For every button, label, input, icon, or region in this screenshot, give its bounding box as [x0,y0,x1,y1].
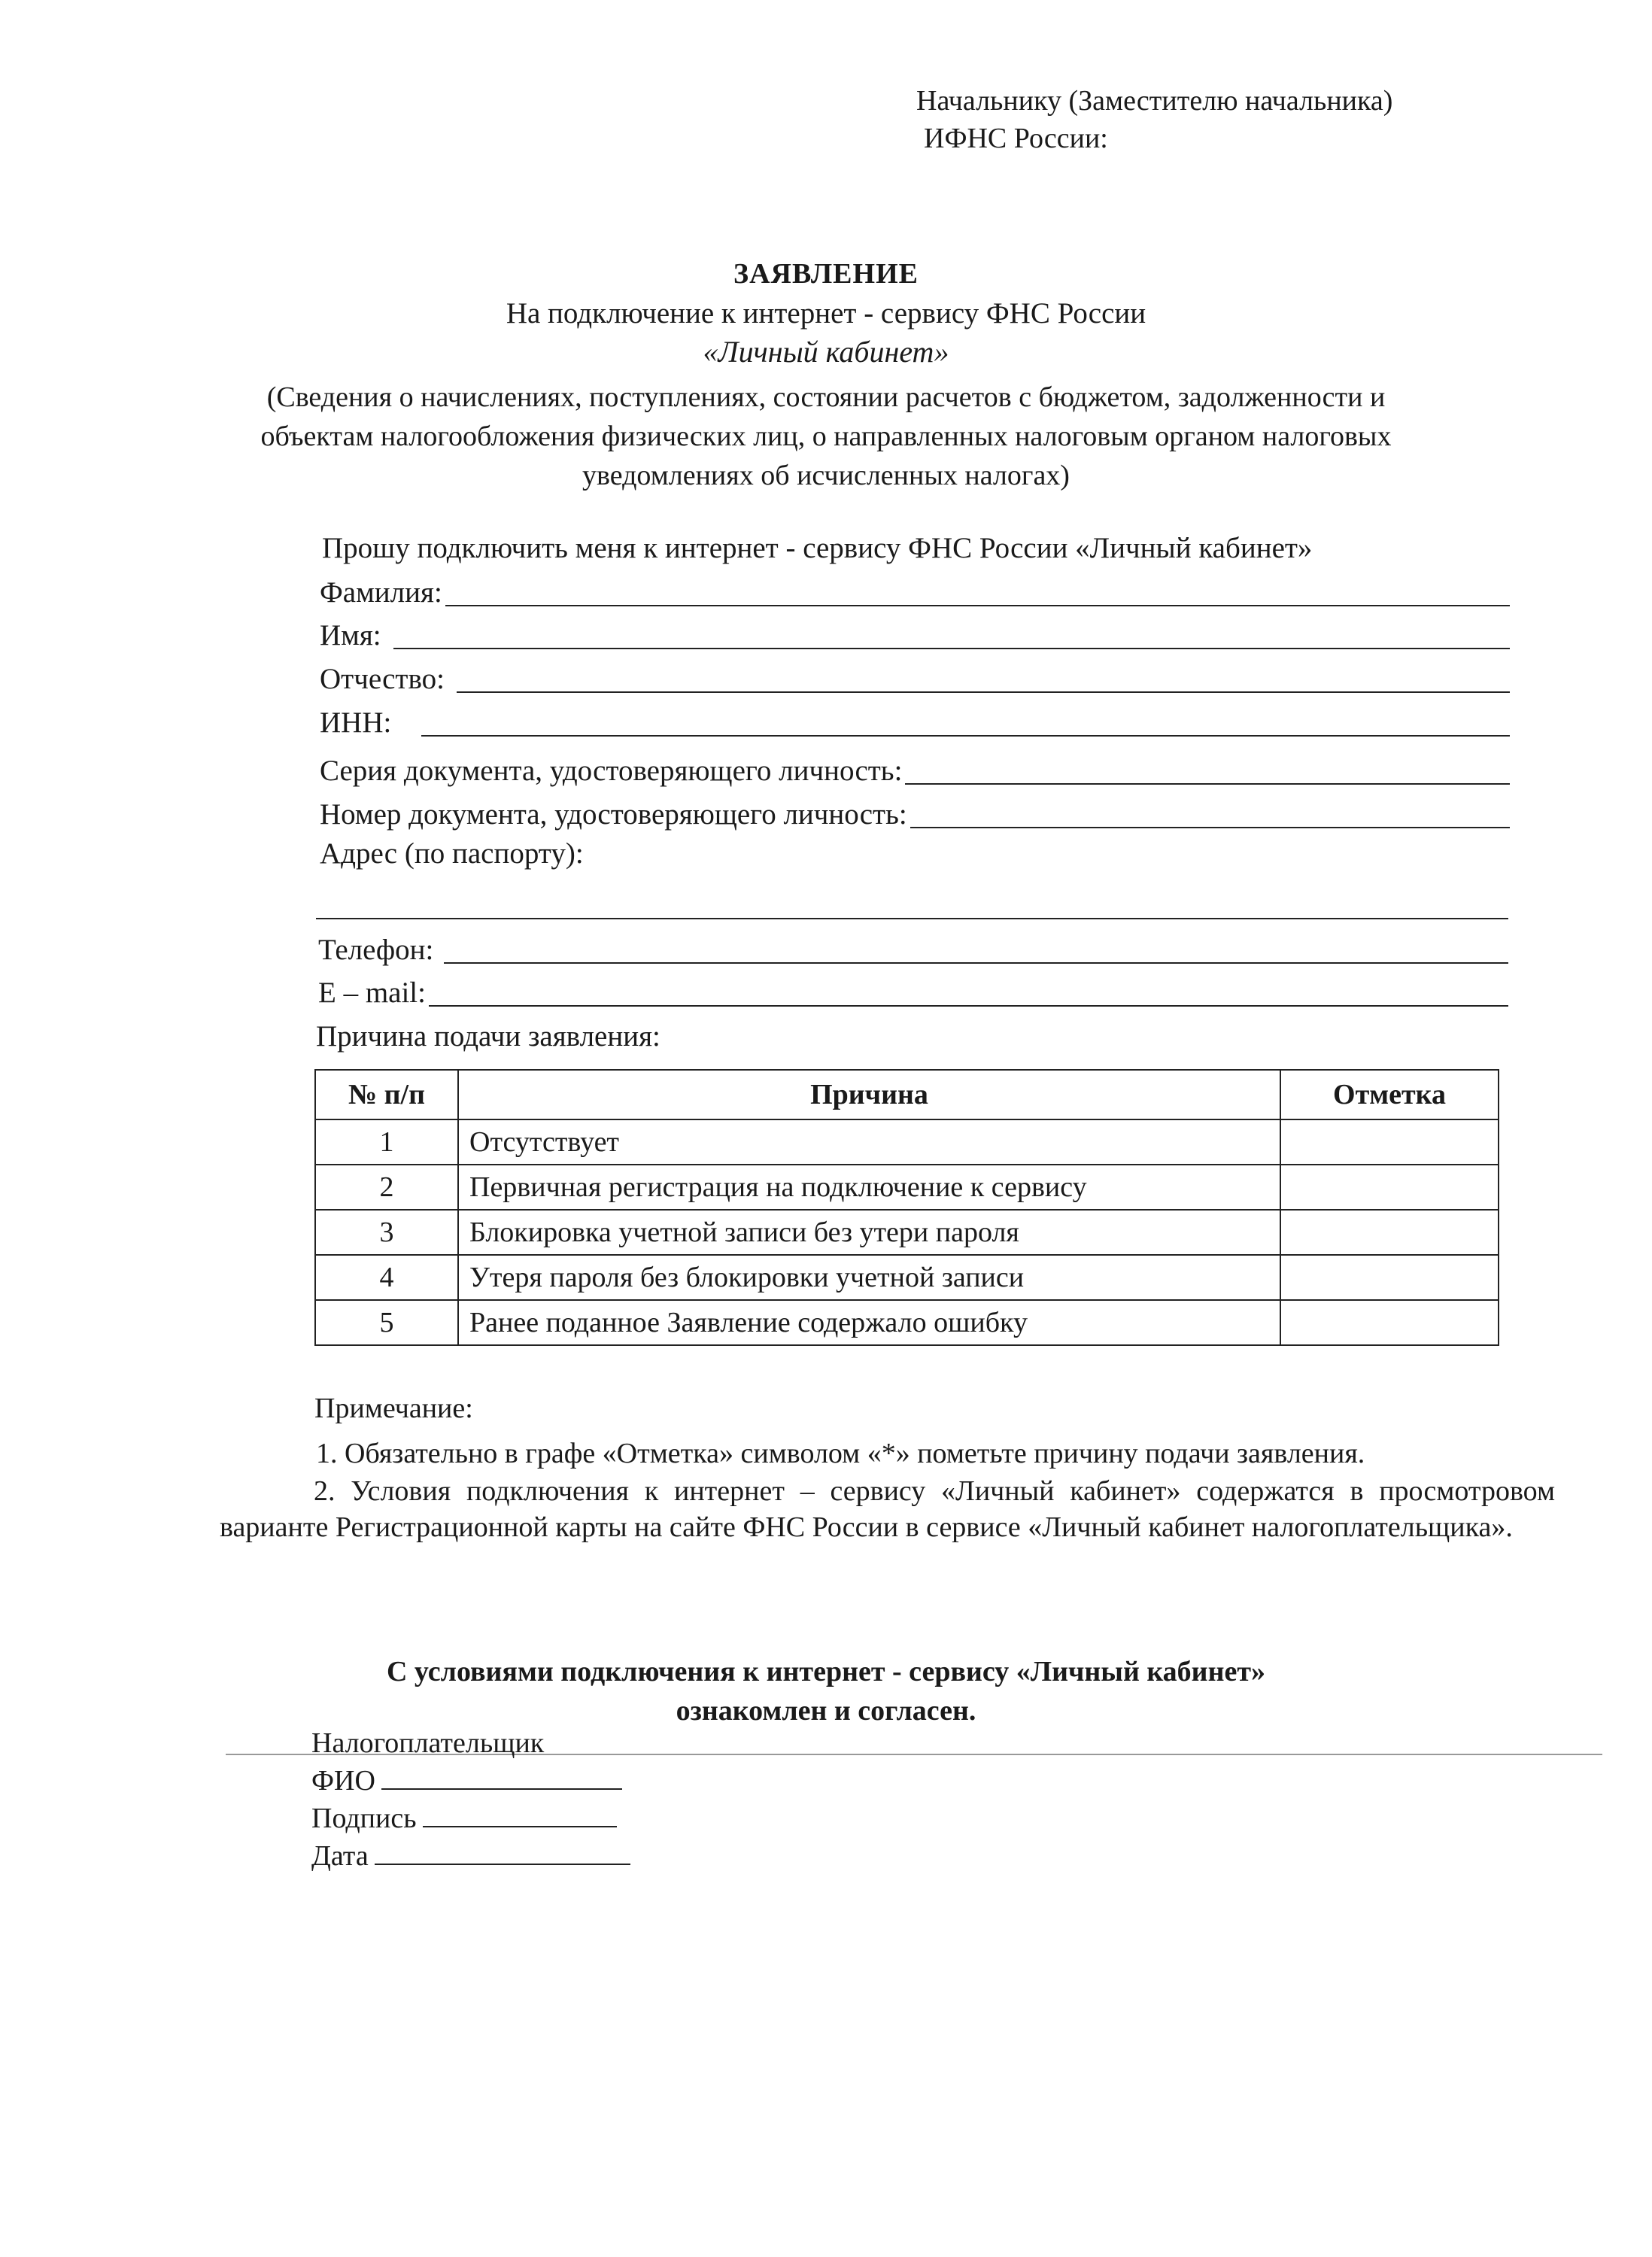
phone-label: Телефон: [318,934,434,966]
doc-number-label: Номер документа, удостоверяющего личность: [320,798,907,831]
date-label: Дата [311,1840,369,1872]
surname-field[interactable] [320,570,1510,609]
row-mark-cell[interactable] [1280,1300,1499,1345]
addressee-line2: ИФНС России: [924,123,1108,154]
email-input-line[interactable] [429,983,1508,1007]
sign-field[interactable] [311,1802,617,1835]
sign-input-line[interactable] [423,1803,617,1827]
agreement-line2: ознакомлен и согласен. [676,1695,976,1727]
row-mark-cell[interactable] [1280,1210,1499,1255]
name-field[interactable] [320,613,1510,652]
row-mark-cell[interactable] [1280,1119,1499,1165]
header-num: № п/п [315,1070,458,1119]
row-num: 3 [315,1210,458,1255]
name-label: Имя: [320,619,381,652]
date-field[interactable] [311,1839,630,1873]
email-field[interactable] [318,971,1508,1010]
name-input-line[interactable] [393,625,1510,649]
agreement-line1: С условиями подключения к интернет - сервису «Личный кабинет» [386,1656,1266,1687]
note-2: 2. Условия подключения к интернет – сервису «Личный кабинет» содержатся в просмотровом варианте Регистрационной карты на сайте ФНС России в сервисе «Личный кабинет налогоплательщика». [220,1475,1555,1543]
table-row [315,1165,1499,1210]
surname-input-line[interactable] [445,582,1510,606]
date-input-line[interactable] [375,1841,630,1865]
document-description [0,378,1652,495]
row-reason: Ранее поданное Заявление содержало ошибку [458,1300,1280,1345]
table-row [315,1210,1499,1255]
row-mark-cell[interactable] [1280,1255,1499,1300]
address-input-line[interactable] [316,918,1508,919]
row-reason: Блокировка учетной записи без утери пароля [458,1210,1280,1255]
table-row [315,1119,1499,1165]
service-name: «Личный кабинет» [703,335,949,369]
row-reason: Первичная регистрация на подключение к сервису [458,1165,1280,1210]
row-reason: Утеря пароля без блокировки учетной записи [458,1255,1280,1300]
inn-field[interactable] [320,700,1510,740]
doc-series-label: Серия документа, удостоверяющего личность: [320,755,903,787]
patronymic-label: Отчество: [320,663,445,695]
email-label: E – mail: [318,977,426,1009]
row-num: 5 [315,1300,458,1345]
inn-label: ИНН: [320,706,392,739]
row-num: 2 [315,1165,458,1210]
header-reason: Причина [458,1070,1280,1119]
doc-number-field[interactable] [320,792,1510,831]
document-title: ЗАЯВЛЕНИЕ [733,258,919,290]
phone-field[interactable] [318,928,1508,967]
reasons-table [314,1069,1499,1346]
fio-label: ФИО [311,1765,375,1797]
surname-label: Фамилия: [320,576,442,609]
reason-label: Причина подачи заявления: [316,1020,660,1053]
table-row [315,1300,1499,1345]
patronymic-input-line[interactable] [457,669,1510,693]
description-line3: уведомлениях об исчисленных налогах) [582,460,1070,491]
row-num: 1 [315,1119,458,1165]
sign-label: Подпись [311,1803,417,1834]
fio-input-line[interactable] [381,1766,622,1790]
inn-input-line[interactable] [421,712,1510,737]
description-line2: объектам налогообложения физических лиц, о направленных налоговым органом налоговых [260,421,1392,452]
row-num: 4 [315,1255,458,1300]
header-mark: Отметка [1280,1070,1499,1119]
row-reason: Отсутствует [458,1119,1280,1165]
notes-title: Примечание: [314,1393,473,1424]
address-label: Адрес (по паспорту): [320,837,584,870]
note-1: 1. Обязательно в графе «Отметка» символом «*» пометьте причину подачи заявления. [316,1438,1365,1469]
fio-field[interactable] [311,1764,622,1797]
table-header-row [315,1070,1499,1119]
patronymic-field[interactable] [320,657,1510,696]
taxpayer-label: Налогоплательщик [311,1727,545,1759]
description-line1: (Сведения о начислениях, поступлениях, состоянии расчетов с бюджетом, задолженности и [266,381,1386,413]
document-subtitle: На подключение к интернет - сервису ФНС России [506,297,1146,330]
row-mark-cell[interactable] [1280,1165,1499,1210]
request-text: Прошу подключить меня к интернет - сервису ФНС России «Личный кабинет» [322,532,1313,564]
doc-series-input-line[interactable] [905,761,1510,785]
phone-input-line[interactable] [444,940,1508,964]
table-row [315,1255,1499,1300]
doc-series-field[interactable] [320,749,1510,788]
addressee-line1: Начальнику (Заместителю начальника) [916,85,1393,117]
doc-number-input-line[interactable] [910,804,1510,828]
